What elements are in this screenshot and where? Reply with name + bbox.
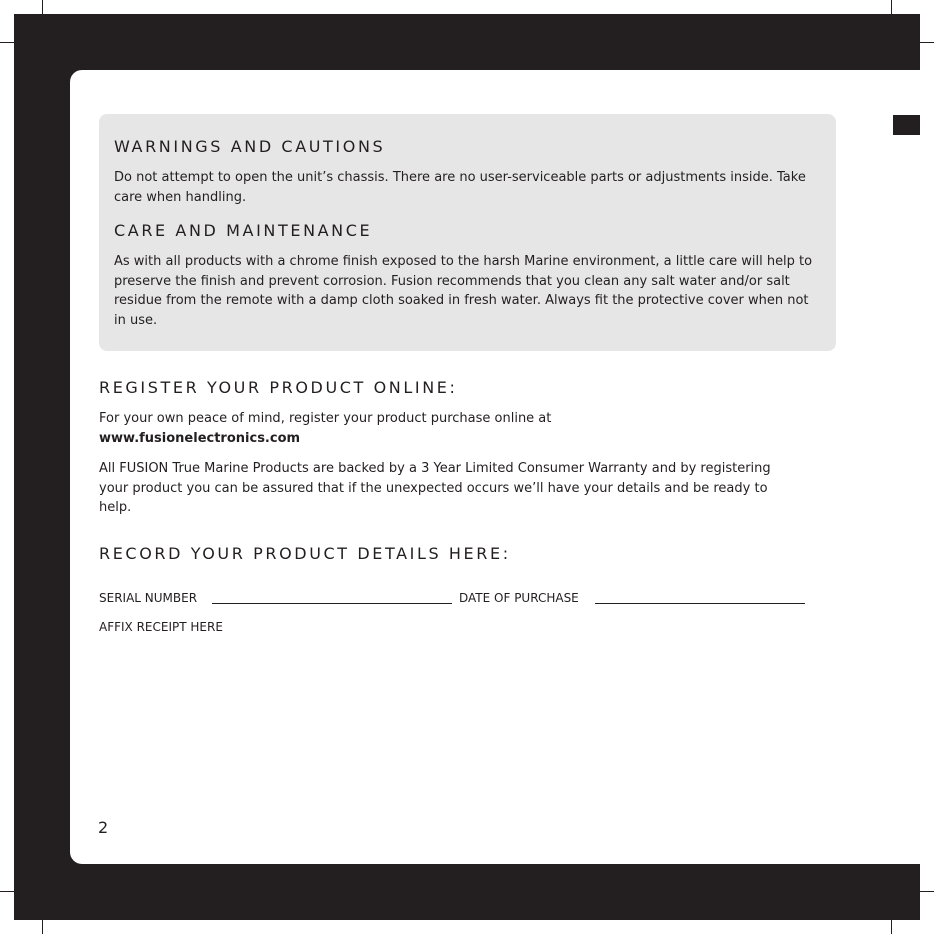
register-heading: REGISTER YOUR PRODUCT ONLINE: <box>99 378 458 397</box>
care-heading: CARE AND MAINTENANCE <box>114 221 373 240</box>
warnings-heading: WARNINGS AND CAUTIONS <box>114 137 386 156</box>
crop-mark <box>0 891 30 892</box>
crop-mark <box>42 904 43 934</box>
crop-mark <box>904 891 934 892</box>
register-intro-text: For your own peace of mind, register your product purchase online at <box>99 411 552 426</box>
crop-mark <box>891 0 892 30</box>
crop-mark <box>904 42 934 43</box>
date-of-purchase-field[interactable] <box>595 603 805 604</box>
warnings-body: Do not attempt to open the unit’s chassis. There are no user-serviceable parts or adjustments inside. Take care when handling. <box>114 170 806 205</box>
care-body: As with all products with a chrome finish exposed to the harsh Marine environment, a little care will help to preserve the finish and prevent corrosion. Fusion recommends that you clean any salt water and/or salt residue from the remote with a damp cloth soaked in fresh water. Always fit the protective cover when not in use. <box>114 254 813 328</box>
crop-mark <box>42 0 43 30</box>
crop-mark <box>0 42 30 43</box>
page-number: 2 <box>98 818 109 837</box>
warranty-text: All FUSION True Marine Products are backed by a 3 Year Limited Consumer Warranty and by registering your product you can be assured that if the unexpected occurs we’ll have your details and be ready to help. <box>99 461 771 515</box>
crop-mark <box>891 904 892 934</box>
affix-receipt-label: AFFIX RECEIPT HERE <box>99 620 223 634</box>
section-tab-marker <box>893 115 920 135</box>
record-heading: RECORD YOUR PRODUCT DETAILS HERE: <box>99 544 511 563</box>
register-intro <box>99 409 799 448</box>
register-url-link[interactable]: www.fusionelectronics.com <box>99 430 301 446</box>
serial-number-field[interactable] <box>212 603 452 604</box>
serial-number-label: SERIAL NUMBER <box>99 591 198 605</box>
date-of-purchase-label: DATE OF PURCHASE <box>459 591 579 605</box>
